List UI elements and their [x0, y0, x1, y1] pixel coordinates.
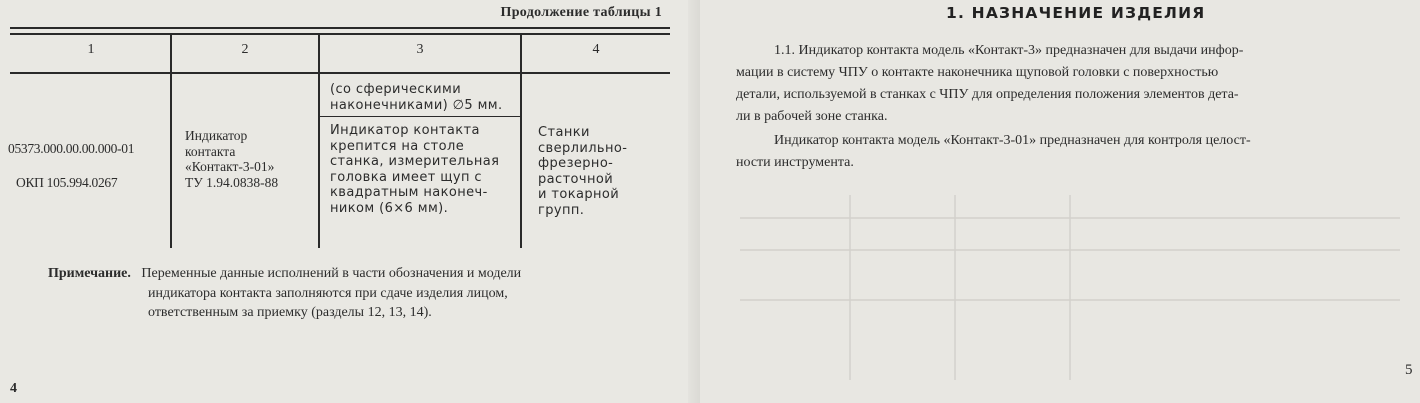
column-header-1: 1 — [87, 42, 95, 57]
note-line-1: Переменные данные исполнений в части обозначения и модели — [141, 266, 522, 281]
note-line-3: ответственным за приемку (разделы 12, 13, 14). — [148, 305, 432, 320]
table-caption: Продолжение таблицы 1 — [500, 5, 662, 20]
row-rule — [318, 116, 520, 117]
column-divider-1 — [170, 33, 172, 248]
table-cell-description: Индикатор контакта крепится на столе станка, измерительная головка имеет щуп с квадратным наконеч- ником (6×6 мм). — [330, 123, 500, 216]
note-label: Примечание. — [48, 266, 131, 281]
paragraph-1-1: 1.1. Индикатор контакта модель «Контакт-3» предназначен для выдачи инфор- мации в систему ЧПУ о контакте наконечника щуповой головки с поверхностью детали, используемой в станках с ЧПУ для определения положения элементов дета- ли в рабочей зоне станка. — [736, 43, 1244, 124]
right-page — [700, 0, 1420, 403]
column-divider-2 — [318, 33, 320, 248]
note-line-2: индикатора контакта заполняются при сдаче изделия лицом, — [148, 285, 508, 301]
table-top-rule — [10, 27, 670, 29]
table-cell-designation: 05373.000.00.00.000-01 ОКП 105.994.0267 — [8, 141, 135, 190]
table-cell-machines: Станки сверлильно- фрезерно- расточной и токарной групп. — [538, 125, 628, 218]
table-cell-col3-continuation: (со сферическими наконечниками) ∅5 мм. — [330, 82, 503, 113]
table-cell-name: Индикатор контакта «Контакт-3-01» ТУ 1.94.0838-88 — [185, 128, 279, 190]
column-header-4: 4 — [592, 42, 600, 57]
section-heading: 1. НАЗНАЧЕНИЕ ИЗДЕЛИЯ — [946, 4, 1206, 22]
left-page — [0, 0, 700, 403]
column-divider-3 — [520, 33, 522, 248]
paragraph-2: Индикатор контакта модель «Контакт-3-01» предназначен для контроля целост- ности инструмента. — [736, 133, 1251, 170]
table-top-rule-2 — [10, 33, 670, 35]
page-number-right: 5 — [1405, 362, 1413, 378]
page-number-left: 4 — [10, 381, 17, 396]
column-header-2: 2 — [241, 42, 249, 57]
column-header-3: 3 — [416, 42, 424, 57]
table-note — [48, 264, 668, 323]
header-bottom-rule — [10, 72, 670, 74]
